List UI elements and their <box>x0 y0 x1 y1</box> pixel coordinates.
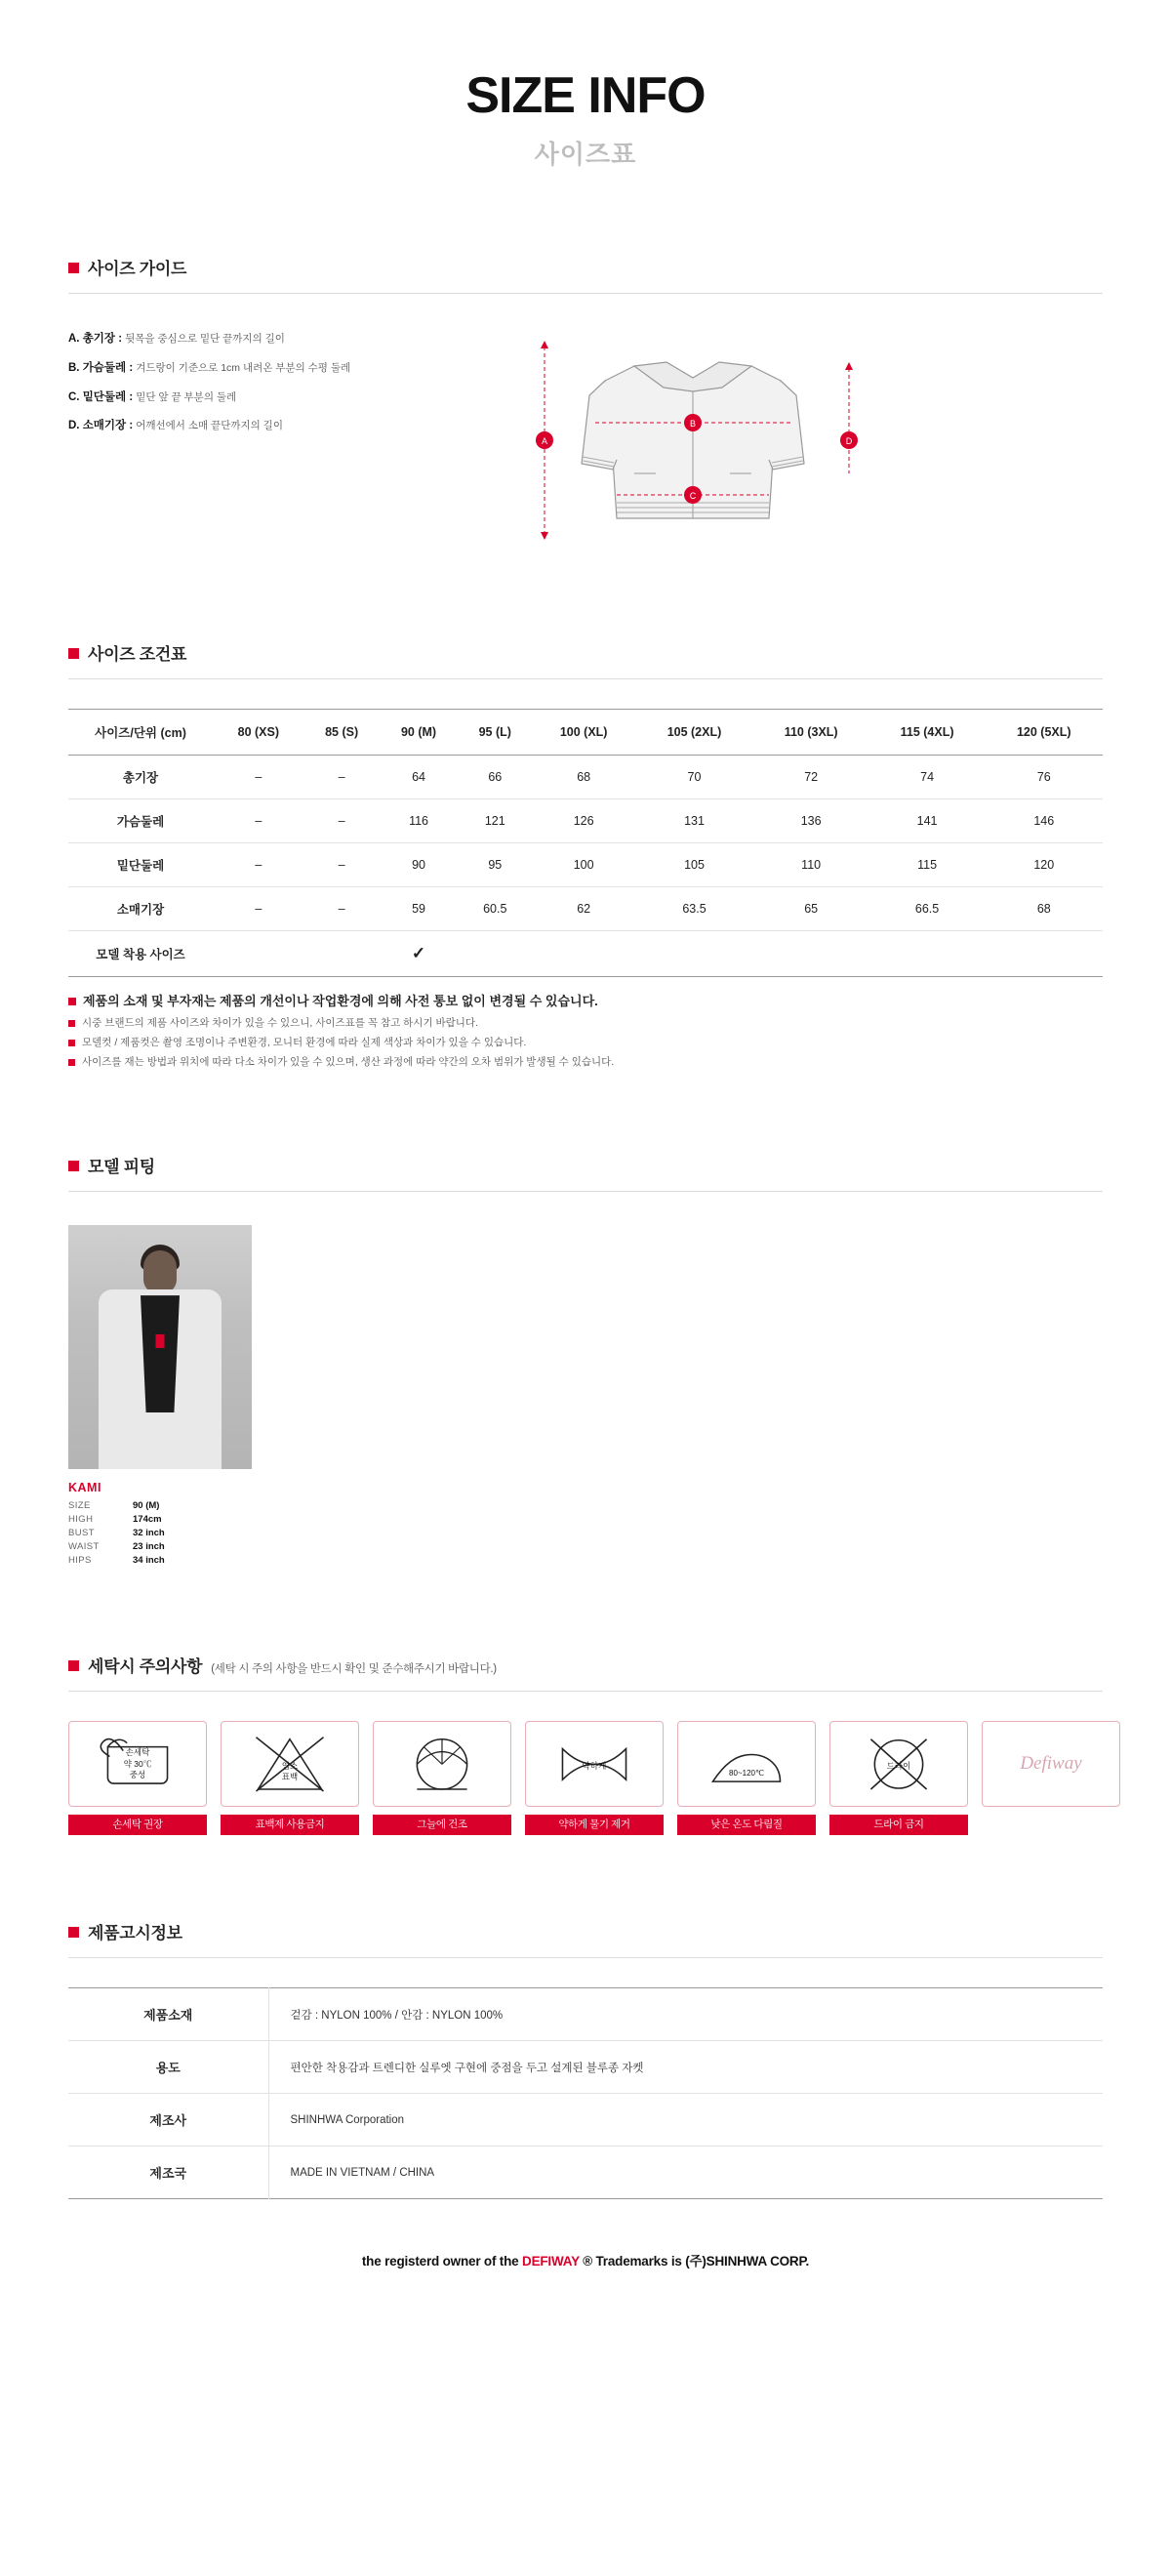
dry-in-shade-icon <box>374 1722 510 1807</box>
divider <box>68 678 1103 679</box>
red-square-icon <box>68 648 79 659</box>
guide-desc: 겨드랑이 기준으로 1cm 내려온 부분의 수평 둘레 <box>136 361 351 374</box>
red-square-icon <box>68 1020 75 1027</box>
guide-key: C. 밑단둘레 : <box>68 390 134 403</box>
table-cell: 65 <box>753 887 869 931</box>
red-square-icon <box>68 263 79 273</box>
care-inner-line: 약하게 <box>582 1761 607 1772</box>
product-info-table <box>68 1987 1103 2199</box>
table-cell: – <box>213 799 304 843</box>
table-cell: 110 <box>753 843 869 887</box>
care-icon-box <box>525 1721 664 1807</box>
size-guide-list <box>68 327 488 556</box>
care-item <box>221 1721 359 1835</box>
care-icon-inner-text <box>830 1760 967 1772</box>
table-cell: 141 <box>869 799 986 843</box>
table-row <box>68 887 1103 931</box>
jacket-diagram <box>488 327 1103 556</box>
table-cell: 131 <box>635 799 752 843</box>
table-cell: 70 <box>635 756 752 799</box>
care-label: 드라이 금지 <box>829 1815 968 1835</box>
care-item <box>829 1721 968 1835</box>
table-row <box>68 2147 1103 2199</box>
table-cell: 68 <box>532 756 635 799</box>
section-title-text: 모델 피팅 <box>88 1158 155 1177</box>
table-cell: 126 <box>532 799 635 843</box>
model-inner-top <box>141 1295 180 1412</box>
section-title-text: 세탁시 주의사항 <box>88 1657 203 1677</box>
marker-d-label: D <box>845 436 853 446</box>
model-fitting-block <box>68 1225 1103 1569</box>
care-item <box>68 1721 207 1835</box>
note-text: 모델컷 / 제품컷은 촬영 조명이나 주변환경, 모니터 환경에 따라 실제 색상과 차이가 있을 수 있습니다. <box>82 1036 527 1048</box>
table-cell: 68 <box>986 887 1103 931</box>
table-cell <box>753 931 869 977</box>
model-size-check-icon: ✓ <box>380 931 459 977</box>
list-item <box>68 333 488 347</box>
care-inner-line: 80~120℃ <box>729 1769 764 1779</box>
section-heading-care <box>68 1653 1103 1677</box>
table-cell: – <box>213 843 304 887</box>
table-cell <box>304 931 380 977</box>
table-cell: 90 <box>380 843 459 887</box>
row-header: 제품소재 <box>68 1988 268 2041</box>
table-cell: 63.5 <box>635 887 752 931</box>
table-cell: 115 <box>869 843 986 887</box>
marker-b-label: B <box>689 419 697 429</box>
care-item <box>677 1721 816 1835</box>
table-row <box>68 2041 1103 2094</box>
note-text: 제품의 소재 및 부자재는 제품의 개선이나 작업환경에 의해 사전 통보 없이 변경될 수 있습니다. <box>83 994 598 1008</box>
note-item <box>68 1016 1103 1030</box>
note-item <box>68 993 1103 1010</box>
divider <box>68 1691 1103 1692</box>
column-header: 105 (2XL) <box>635 710 752 756</box>
table-cell: 60.5 <box>459 887 532 931</box>
table-cell: 겉감 : NYLON 100% / 안감 : NYLON 100% <box>290 2009 504 2022</box>
table-cell <box>213 931 304 977</box>
list-item <box>68 1500 252 1511</box>
section-heading-size-table <box>68 640 1103 665</box>
spec-key: WAIST <box>68 1541 100 1553</box>
row-header: 제조국 <box>68 2147 268 2199</box>
list-item <box>68 1528 252 1538</box>
care-icon-box <box>221 1721 359 1807</box>
table-cell: 72 <box>753 756 869 799</box>
column-header: 90 (M) <box>380 710 459 756</box>
size-table <box>68 709 1103 977</box>
care-icon-inner-text <box>69 1747 206 1780</box>
care-inner-line: 손세탁 <box>125 1747 150 1758</box>
table-row <box>68 799 1103 843</box>
section-subtitle-text: (세탁 시 주의 사항을 반드시 확인 및 준수해주시기 바랍니다.) <box>211 1663 497 1676</box>
table-cell: 74 <box>869 756 986 799</box>
note-text: 시중 브랜드의 제품 사이즈와 차이가 있을 수 있으니, 사이즈표를 꼭 참고 하시기 바랍니다. <box>82 1016 478 1029</box>
note-text: 사이즈를 재는 방법과 위치에 따라 다소 차이가 있을 수 있으며, 생산 과정에 따라 약간의 오차 범위가 발생될 수 있습니다. <box>82 1055 615 1068</box>
care-item <box>373 1721 511 1835</box>
guide-desc: 뒷목을 중심으로 밑단 끝까지의 길이 <box>125 333 285 345</box>
care-inner-line: 드라이 <box>886 1761 911 1772</box>
table-cell: 136 <box>753 799 869 843</box>
row-header: 용도 <box>68 2041 268 2094</box>
table-row <box>68 1988 1103 2041</box>
red-square-icon <box>68 1660 79 1671</box>
guide-desc: 밑단 앞 끝 부분의 둘레 <box>136 390 237 403</box>
table-header-row <box>68 710 1103 756</box>
section-heading-size-guide <box>68 255 1103 279</box>
guide-key: D. 소매기장 : <box>68 420 134 432</box>
note-item <box>68 1055 1103 1069</box>
column-header: 80 (XS) <box>213 710 304 756</box>
list-item <box>68 420 488 433</box>
care-icon-inner-text <box>526 1760 663 1772</box>
spec-key: HIGH <box>68 1514 94 1526</box>
row-header: 밑단둘레 <box>68 843 213 887</box>
footer-trademark-notice <box>68 2250 1103 2314</box>
table-cell: 95 <box>459 843 532 887</box>
guide-key: B. 가슴둘레 : <box>68 361 134 374</box>
footer-pre-text: the registerd owner of the <box>361 2254 523 2269</box>
red-square-icon <box>68 1040 75 1046</box>
table-cell <box>459 931 532 977</box>
footer-post-text: ® Trademarks is (주)SHINHWA CORP. <box>579 2254 810 2269</box>
table-cell: 146 <box>986 799 1103 843</box>
care-icon-list <box>68 1721 1103 1835</box>
guide-desc: 어깨선에서 소매 끝단까지의 길이 <box>136 420 283 432</box>
marker-c-label: C <box>689 491 697 501</box>
table-cell: MADE IN VIETNAM / CHINA <box>290 2166 435 2179</box>
section-heading-product-info <box>68 1919 1103 1943</box>
table-cell: – <box>213 887 304 931</box>
row-header: 소매기장 <box>68 887 213 931</box>
table-cell: 100 <box>532 843 635 887</box>
care-icon-inner-text <box>678 1769 815 1778</box>
care-inner-line: 표백 <box>281 1772 299 1782</box>
care-item <box>982 1721 1120 1835</box>
column-header: 100 (XL) <box>532 710 635 756</box>
table-row <box>68 756 1103 799</box>
table-cell: – <box>304 843 380 887</box>
spec-key: BUST <box>68 1528 95 1539</box>
low-heat-iron-icon <box>678 1722 815 1807</box>
column-header: 사이즈/단위 (cm) <box>68 710 213 756</box>
list-item <box>68 362 488 376</box>
list-item <box>68 1555 252 1566</box>
table-row <box>68 843 1103 887</box>
table-cell: 64 <box>380 756 459 799</box>
spec-key: HIPS <box>68 1555 92 1567</box>
red-square-icon <box>68 998 76 1005</box>
care-inner-line: 중성 <box>129 1770 146 1779</box>
table-cell <box>986 931 1103 977</box>
table-cell: – <box>213 756 304 799</box>
column-header: 95 (L) <box>459 710 532 756</box>
row-header: 모델 착용 사이즈 <box>68 931 213 977</box>
care-inner-line: 약 30℃ <box>123 1758 152 1769</box>
table-cell: – <box>304 799 380 843</box>
table-cell: 62 <box>532 887 635 931</box>
table-cell: – <box>304 887 380 931</box>
care-icon-box <box>373 1721 511 1807</box>
table-cell: SHINHWA Corporation <box>290 2113 405 2126</box>
marker-a-label: A <box>541 436 548 446</box>
table-cell: 121 <box>459 799 532 843</box>
notes-list <box>68 993 1103 1069</box>
table-cell: 66 <box>459 756 532 799</box>
model-photo <box>68 1225 252 1469</box>
spec-value: 174cm <box>133 1514 162 1526</box>
care-label: 표백제 사용금지 <box>221 1815 359 1835</box>
section-title-text: 사이즈 조건표 <box>88 645 187 664</box>
row-header: 제조사 <box>68 2094 268 2147</box>
care-label: 낮은 온도 다림질 <box>677 1815 816 1835</box>
brand-mark-icon: Defiway <box>1020 1753 1082 1775</box>
column-header: 85 (S) <box>304 710 380 756</box>
page-header <box>0 0 1171 171</box>
care-label: 그늘에 건조 <box>373 1815 511 1835</box>
red-square-icon <box>68 1161 79 1171</box>
red-square-icon <box>68 1927 79 1938</box>
spec-value: 32 inch <box>133 1528 165 1539</box>
row-header: 총기장 <box>68 756 213 799</box>
red-square-icon <box>68 1059 75 1066</box>
care-label: 손세탁 권장 <box>68 1815 207 1835</box>
table-cell <box>635 931 752 977</box>
table-cell: 편안한 착용감과 트렌디한 실루엣 구현에 중점을 두고 설계된 블루종 자켓 <box>290 2062 644 2074</box>
care-icon-box <box>982 1721 1120 1807</box>
care-icon-inner-text <box>222 1761 358 1782</box>
jacket-illustration-icon <box>488 327 908 552</box>
divider <box>68 1191 1103 1192</box>
table-row <box>68 2094 1103 2147</box>
model-name: KAMI <box>68 1481 101 1495</box>
table-cell: – <box>304 756 380 799</box>
list-item <box>68 391 488 405</box>
care-icon-box <box>829 1721 968 1807</box>
footer-brand-name: DEFIWAY <box>522 2254 580 2269</box>
size-guide-block <box>68 327 1103 556</box>
column-header: 115 (4XL) <box>869 710 986 756</box>
page-title: SIZE INFO <box>465 67 706 124</box>
spec-value: 23 inch <box>133 1541 165 1553</box>
table-cell: 116 <box>380 799 459 843</box>
table-cell: 120 <box>986 843 1103 887</box>
care-inner-line: 염소 <box>281 1761 299 1772</box>
note-item <box>68 1036 1103 1049</box>
column-header: 120 (5XL) <box>986 710 1103 756</box>
page-subtitle: 사이즈표 <box>534 140 637 169</box>
table-cell <box>869 931 986 977</box>
table-cell: 66.5 <box>869 887 986 931</box>
row-header: 가슴둘레 <box>68 799 213 843</box>
divider <box>68 293 1103 294</box>
divider <box>68 1957 1103 1958</box>
model-head <box>143 1250 177 1293</box>
guide-key: A. 총기장 : <box>68 333 123 345</box>
care-icon-box <box>677 1721 816 1807</box>
spec-value: 90 (M) <box>133 1500 160 1512</box>
section-title-text: 사이즈 가이드 <box>88 260 187 278</box>
column-header: 110 (3XL) <box>753 710 869 756</box>
section-title-text: 제품고시정보 <box>88 1924 182 1943</box>
care-icon-box <box>68 1721 207 1807</box>
table-cell: 76 <box>986 756 1103 799</box>
spec-key: SIZE <box>68 1500 91 1512</box>
section-heading-model-fitting <box>68 1153 1103 1177</box>
table-cell <box>532 931 635 977</box>
model-logo-mark <box>156 1334 165 1348</box>
table-cell: 105 <box>635 843 752 887</box>
list-item <box>68 1541 252 1552</box>
table-row <box>68 931 1103 977</box>
care-item <box>525 1721 664 1835</box>
model-specs <box>68 1500 252 1566</box>
spec-value: 34 inch <box>133 1555 165 1567</box>
list-item <box>68 1514 252 1525</box>
table-cell: 59 <box>380 887 459 931</box>
care-label: 약하게 물기 제거 <box>525 1815 664 1835</box>
